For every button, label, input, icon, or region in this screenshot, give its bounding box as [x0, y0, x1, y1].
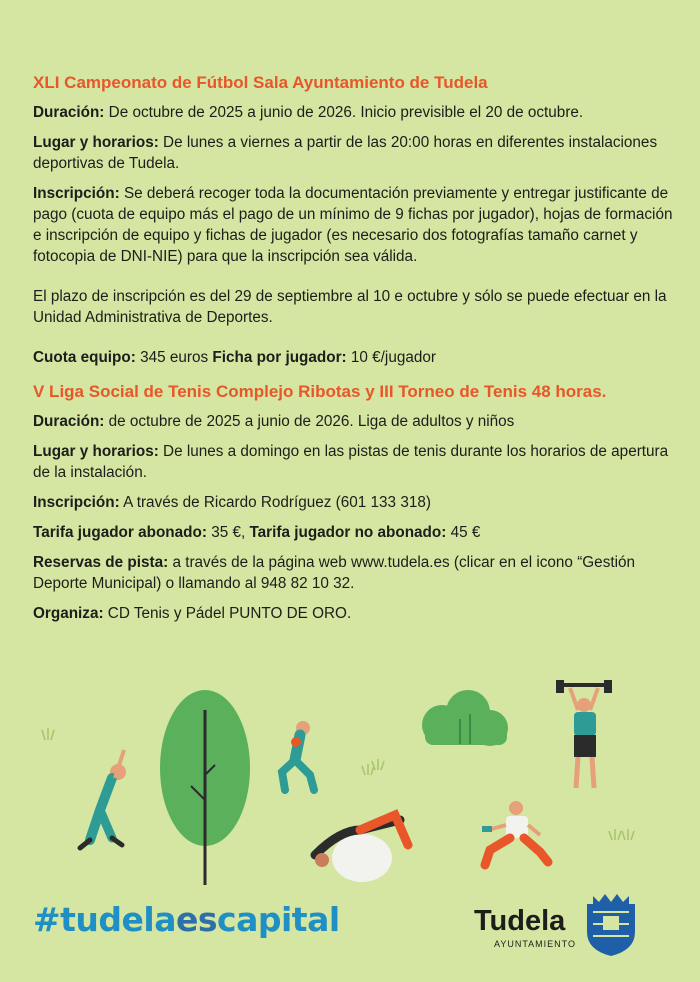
section2-reservas: Reservas de pista: a través de la página web www.tudela.es (clicar en el icono “Gestión Deporte Municipal) o llamando al 948 82 10 32. — [33, 554, 636, 592]
main-content — [33, 72, 673, 633]
hashtag-tudelaescapital: #tudelaescapital — [33, 900, 340, 939]
exercise-ball-person-icon — [315, 815, 408, 882]
exercise-illustration — [0, 680, 700, 890]
section1-duracion: Duración: De octubre de 2025 a junio de 2026. Inicio previsible el 20 de octubre. — [33, 104, 584, 121]
section2-tarifas: Tarifa jugador abonado: 35 €, Tarifa jugador no abonado: 45 € — [33, 524, 481, 541]
bush-icon — [422, 690, 508, 746]
section1-lugar: Lugar y horarios: De lunes a viernes a partir de las 20:00 horas en diferentes instalaciones deportivas de Tudela. — [33, 134, 658, 172]
section2-organiza: Organiza: CD Tenis y Pádel PUNTO DE ORO. — [33, 605, 352, 622]
tudela-logo-name: Tudela — [474, 905, 566, 937]
section1-inscripcion: Inscripción: Se deberá recoger toda la documentación previamente y entregar justificante de pago (cuota de equipo más el pago de un mínimo de 9 fichas por jugador), hojas de formación e inscripción de equipo y fichas de jugador (es necesario dos fotografías tamaño carnet y fotocopia de DNI-NIE) para que la inscripción sea válida. — [33, 185, 673, 265]
section2-inscripcion: Inscripción: A través de Ricardo Rodríguez (601 133 318) — [33, 494, 431, 511]
squatting-person-icon — [282, 721, 314, 790]
stretching-person-icon — [80, 750, 126, 848]
weightlifter-icon — [556, 680, 612, 788]
lunging-person-icon — [482, 801, 548, 865]
tree-icon — [160, 690, 250, 885]
tudela-logo-subtitle: AYUNTAMIENTO — [494, 939, 577, 949]
section2-duracion: Duración: de octubre de 2025 a junio de 2026. Liga de adultos y niños — [33, 413, 515, 430]
section2-lugar: Lugar y horarios: De lunes a domingo en las pistas de tenis durante los horarios de apertura de la instalación. — [33, 443, 669, 481]
section2-title: V Liga Social de Tenis Complejo Ribotas y III Torneo de Tenis 48 horas. — [33, 382, 607, 401]
grass-tufts — [42, 728, 634, 840]
section1-plazo: El plazo de inscripción es del 29 de septiembre al 10 e octubre y sólo se puede efectuar en la Unidad Administrativa de Deportes. — [33, 288, 667, 326]
section1-title: XLI Campeonato de Fútbol Sala Ayuntamiento de Tudela — [33, 73, 488, 92]
section1-cuota: Cuota equipo: 345 euros Ficha por jugador: 10 €/jugador — [33, 349, 436, 366]
tudela-shield-icon — [583, 892, 639, 958]
